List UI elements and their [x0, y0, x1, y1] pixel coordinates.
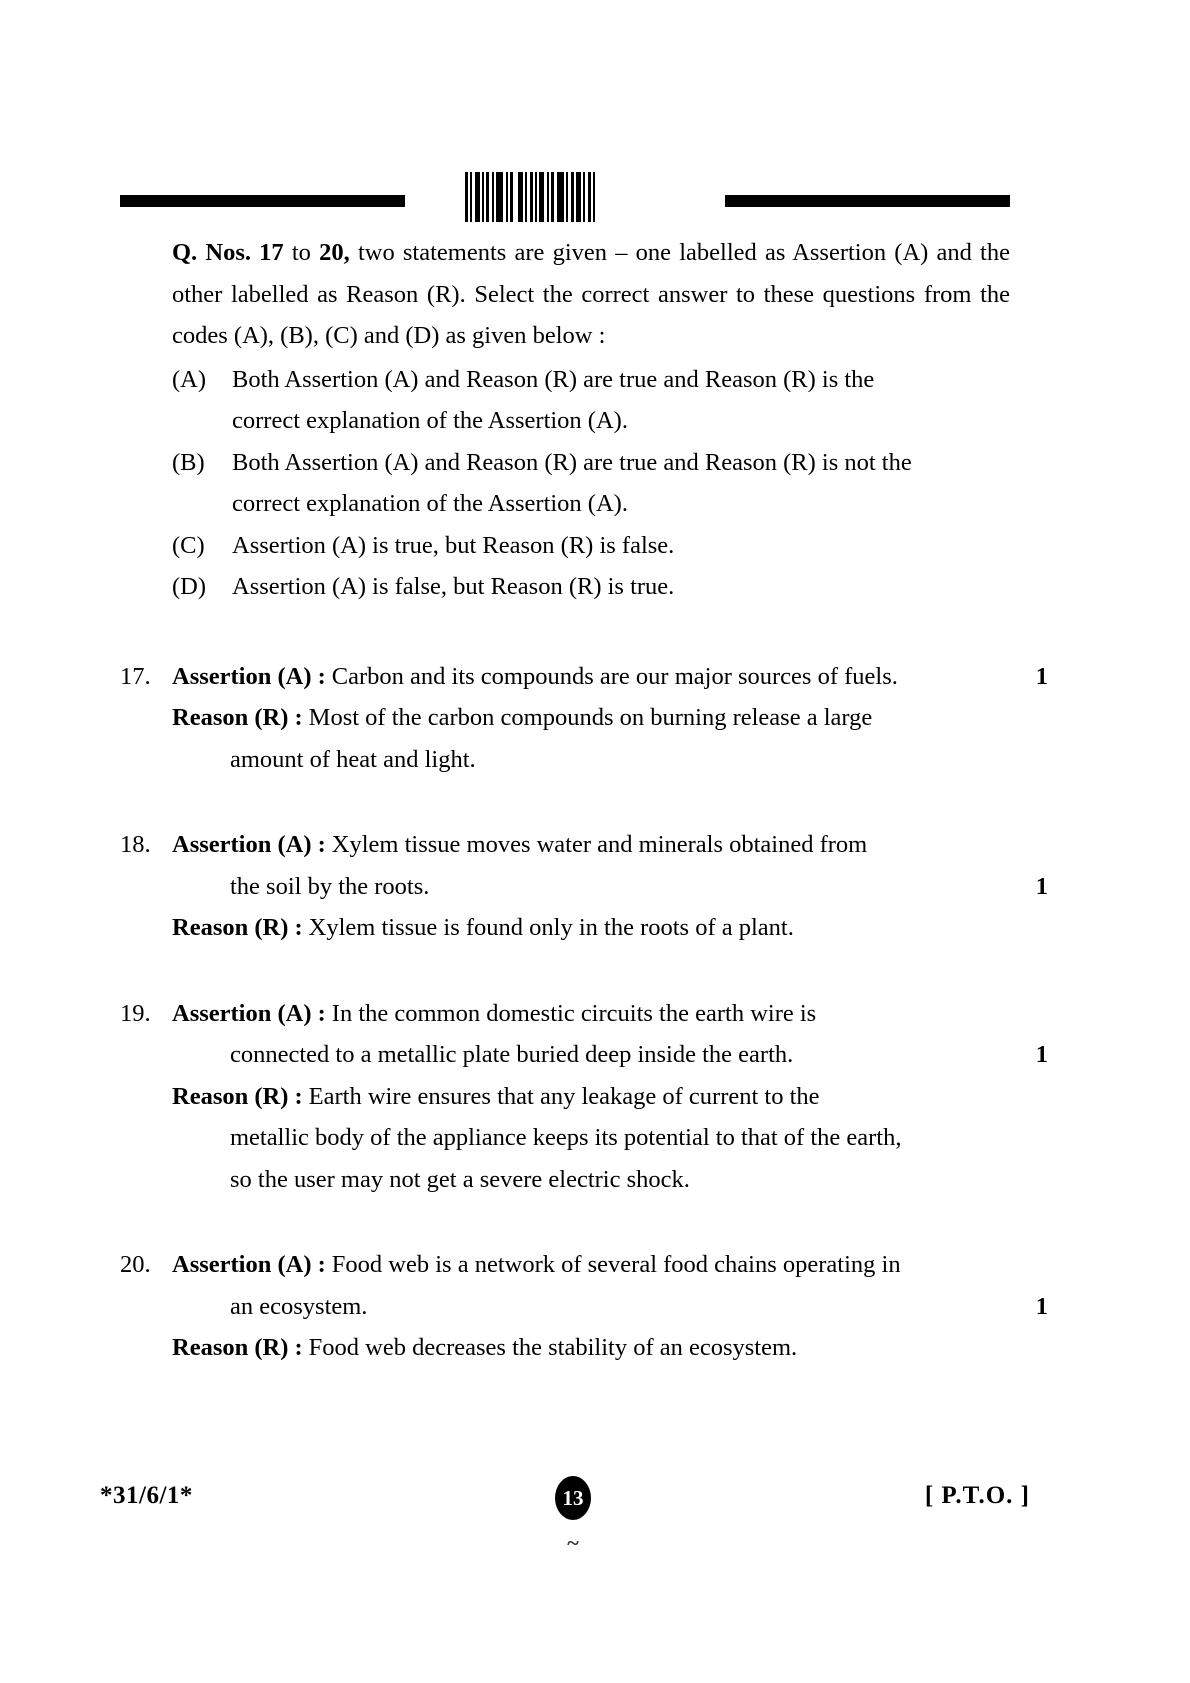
question-20-reason — [172, 1327, 1010, 1369]
option-label-spacer — [172, 483, 232, 525]
paper-code: *31/6/1* — [100, 1482, 193, 1509]
option-label-b: (B) — [172, 448, 205, 476]
option-label-a: (A) — [172, 365, 207, 393]
question-18-assertion-label: Assertion (A) : — [172, 831, 326, 858]
barcode-icon — [465, 172, 653, 222]
question-19-reason — [172, 1076, 1010, 1118]
question-17-reason-label: Reason (R) : — [172, 704, 303, 731]
spacer — [120, 949, 1010, 993]
page-content — [120, 232, 1048, 1369]
option-row-b — [120, 442, 1010, 484]
question-18-assertion — [172, 824, 1010, 866]
question-18-number: 18. — [120, 831, 151, 858]
option-text-a-line2: correct explanation of the Assertion (A). — [232, 407, 628, 434]
instructions-range-end: 20, — [319, 239, 350, 266]
question-18-assertion-text: Xylem tissue moves water and minerals obtained from — [331, 831, 868, 858]
question-17-assertion-label: Assertion (A) : — [172, 662, 326, 690]
question-18-reason — [172, 907, 1010, 949]
question-18-reason-label: Reason (R) : — [172, 914, 303, 941]
question-20-assertion — [172, 1244, 1010, 1286]
spacer — [120, 608, 1010, 656]
option-label-c: (C) — [172, 531, 205, 559]
spacer — [120, 1200, 1010, 1244]
question-17-number: 17. — [120, 662, 151, 690]
question-20-reason-label: Reason (R) : — [172, 1334, 303, 1361]
option-row-d — [120, 566, 1010, 608]
spacer — [120, 780, 1010, 824]
option-row-a — [120, 359, 1010, 401]
question-19-reason-cont1: metallic body of the appliance keeps its potential to that of the earth, — [230, 1124, 902, 1151]
option-text-b-line2: correct explanation of the Assertion (A). — [232, 490, 628, 517]
page-footer — [100, 1482, 1030, 1562]
question-17-reason-cont1: amount of heat and light. — [230, 745, 476, 773]
option-label-spacer — [172, 400, 232, 442]
tilde-mark: ~ — [567, 1530, 579, 1555]
question-19-assertion — [172, 993, 1010, 1035]
question-20-mark: 1 — [1035, 1292, 1048, 1320]
question-18-mark: 1 — [1035, 872, 1048, 900]
question-19 — [120, 993, 1048, 1201]
option-row-a-cont — [120, 400, 1010, 442]
option-text-b-line1: Both Assertion (A) and Reason (R) are true and Reason (R) is not the — [232, 448, 912, 476]
question-18 — [120, 824, 1048, 949]
option-text-c-line1: Assertion (A) is true, but Reason (R) is false. — [232, 531, 675, 559]
question-17-reason-text: Most of the carbon compounds on burning release a large — [308, 704, 873, 731]
instructions-body: two statements are given – one labelled as Assertion (A) and the other labelled as Reason (R). Select the correct answer to these questions from the codes (A), (B), (C) and (D) as given below : — [172, 239, 1010, 349]
header-rule-right — [725, 195, 1010, 207]
question-19-reason-text: Earth wire ensures that any leakage of current to the — [308, 1082, 820, 1110]
question-17-assertion-text: Carbon and its compounds are our major sources of fuels. — [331, 662, 898, 690]
question-19-reason-label: Reason (R) : — [172, 1082, 303, 1110]
question-17-reason — [172, 697, 1010, 739]
question-17-assertion — [172, 656, 1048, 698]
question-20 — [120, 1244, 1048, 1369]
page-number-badge: 13 — [555, 1476, 591, 1520]
instructions-to: to — [283, 239, 320, 266]
option-row-c — [120, 525, 1010, 567]
option-text-a-line1: Both Assertion (A) and Reason (R) are true and Reason (R) is the — [232, 365, 875, 393]
option-text-d-line1: Assertion (A) is false, but Reason (R) is true. — [232, 573, 675, 600]
question-20-assertion-text: Food web is a network of several food chains operating in — [331, 1251, 901, 1278]
question-20-assertion-label: Assertion (A) : — [172, 1251, 326, 1278]
header-rule-left — [120, 195, 405, 207]
question-18-reason-text: Xylem tissue is found only in the roots of a plant. — [308, 914, 794, 941]
question-19-mark: 1 — [1035, 1041, 1048, 1068]
pto-label: [ P.T.O. ] — [924, 1482, 1030, 1509]
question-18-assertion-cont1: the soil by the roots. — [230, 872, 430, 900]
question-17-mark: 1 — [1035, 662, 1048, 690]
question-19-assertion-label: Assertion (A) : — [172, 999, 326, 1027]
page-header — [120, 178, 1010, 228]
option-row-b-cont — [120, 483, 1010, 525]
question-17 — [120, 656, 1048, 781]
instructions-paragraph — [120, 232, 1010, 357]
question-20-assertion-cont1: an ecosystem. — [230, 1292, 368, 1320]
question-20-number: 20. — [120, 1251, 151, 1278]
question-19-reason-cont2: so the user may not get a severe electric shock. — [230, 1165, 690, 1193]
question-19-assertion-text: In the common domestic circuits the earth wire is — [331, 999, 817, 1027]
question-19-number: 19. — [120, 999, 151, 1027]
option-label-d: (D) — [172, 573, 207, 600]
question-20-reason-text: Food web decreases the stability of an ecosystem. — [308, 1334, 798, 1361]
instructions-range-start: Q. Nos. 17 — [172, 239, 284, 266]
question-19-assertion-cont1: connected to a metallic plate buried deep inside the earth. — [230, 1041, 794, 1068]
